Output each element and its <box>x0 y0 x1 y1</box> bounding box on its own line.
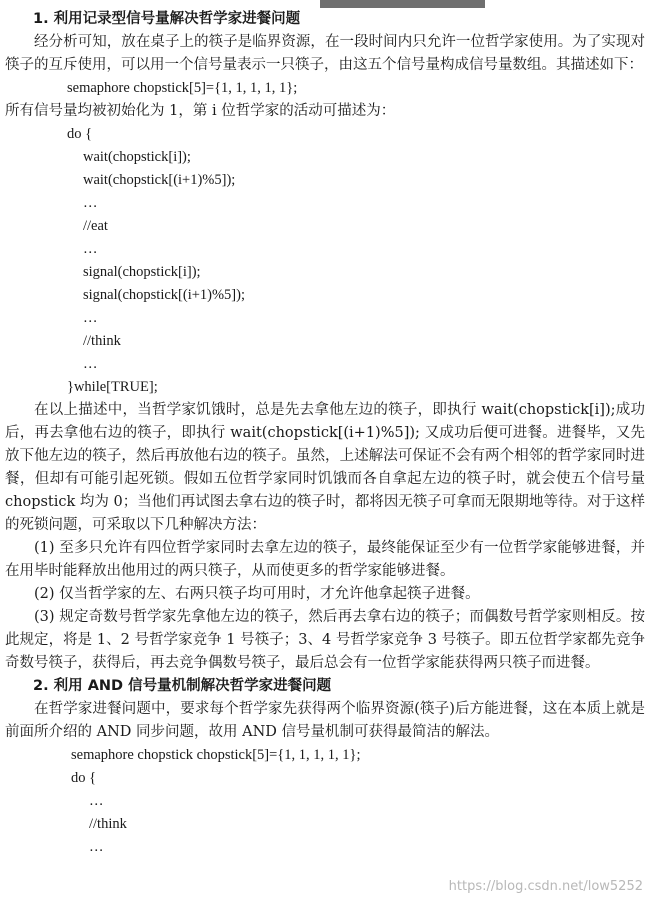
section2-intro: 在哲学家进餐问题中，要求每个哲学家先获得两个临界资源(筷子)后方能进餐，这在本质上就是前面所介绍的 AND 同步问题，故用 AND 信号量机制可获得最简洁的解法。 <box>5 701 645 740</box>
semaphore-declaration: semaphore chopstick[5]={1, 1, 1, 1, 1}; <box>67 80 298 96</box>
top-scroll-bar <box>320 0 485 8</box>
watermark: https://blog.csdn.net/low5252 <box>448 879 643 894</box>
code-line: … <box>89 793 104 809</box>
section1-intro: 经分析可知，放在桌子上的筷子是临界资源，在一段时间内只允许一位哲学家使用。为了实现对筷子的互斥使用，可以用一个信号量表示一只筷子，由这五个信号量构成信号量数组。其描述如下： <box>5 34 645 73</box>
code-line: wait(chopstick[i]); <box>83 149 191 165</box>
and-semaphore-declaration: semaphore chopstick chopstick[5]={1, 1, 1, 1, 1}; <box>71 747 361 763</box>
section1-heading: 1. 利用记录型信号量解决哲学家进餐问题 <box>33 11 301 27</box>
code-line: … <box>83 195 98 211</box>
init-description: 所有信号量均被初始化为 1，第 i 位哲学家的活动可描述为： <box>5 103 396 119</box>
code-block-1 <box>5 123 645 399</box>
code-block-2 <box>5 767 645 859</box>
solution-item-1: (1) 至多只允许有四位哲学家同时去拿左边的筷子，最终能保证至少有一位哲学家能够进餐，并在用毕时能释放出他用过的两只筷子，从而使更多的哲学家能够进餐。 <box>5 540 645 579</box>
code-line: //eat <box>83 218 108 234</box>
section2-heading: 2. 利用 AND 信号量机制解决哲学家进餐问题 <box>33 678 332 694</box>
analysis-paragraph: 在以上描述中，当哲学家饥饿时，总是先去拿他左边的筷子，即执行 wait(chopstick[i]);成功后，再去拿他右边的筷子，即执行 wait(chopstick[(i+1)%5]); 又成功后便可进餐。进餐毕，又先放下他左边的筷子，然后再放他右边的筷子。虽然，上述解法可保证不会有两个相邻的哲学家同时进餐，但却有可能引起死锁。假如五位哲学家同时饥饿而各自拿起左边的筷子时，就会使五个信号量 chopstick 均为 0；当他们再试图去拿右边的筷子时，都将因无筷子可拿而无限期地等待。对于这样的死锁问题，可采取以下几种解决方法： <box>5 402 645 533</box>
code-line: … <box>83 356 98 372</box>
code-line: … <box>83 310 98 326</box>
code-line: wait(chopstick[(i+1)%5]); <box>83 172 236 188</box>
code-line: }while[TRUE]; <box>67 379 158 395</box>
code-line: … <box>83 241 98 257</box>
solution-item-3: (3) 规定奇数号哲学家先拿他左边的筷子，然后再去拿右边的筷子；而偶数号哲学家则相反。按此规定，将是 1、2 号哲学家竞争 1 号筷子；3、4 号哲学家竞争 3 号筷子。即五位哲学家都先竞争奇数号筷子，获得后，再去竞争偶数号筷子，最后总会有一位哲学家能获得两只筷子而进餐。 <box>5 609 645 671</box>
code-line: do { <box>71 770 97 786</box>
code-line: //think <box>83 333 121 349</box>
code-line: signal(chopstick[(i+1)%5]); <box>83 287 245 303</box>
code-line: signal(chopstick[i]); <box>83 264 201 280</box>
code-line: … <box>89 839 104 855</box>
code-line: //think <box>89 816 127 832</box>
document-page <box>5 8 645 859</box>
code-line: do { <box>67 126 93 142</box>
solution-item-2: (2) 仅当哲学家的左、右两只筷子均可用时，才允许他拿起筷子进餐。 <box>34 586 480 602</box>
